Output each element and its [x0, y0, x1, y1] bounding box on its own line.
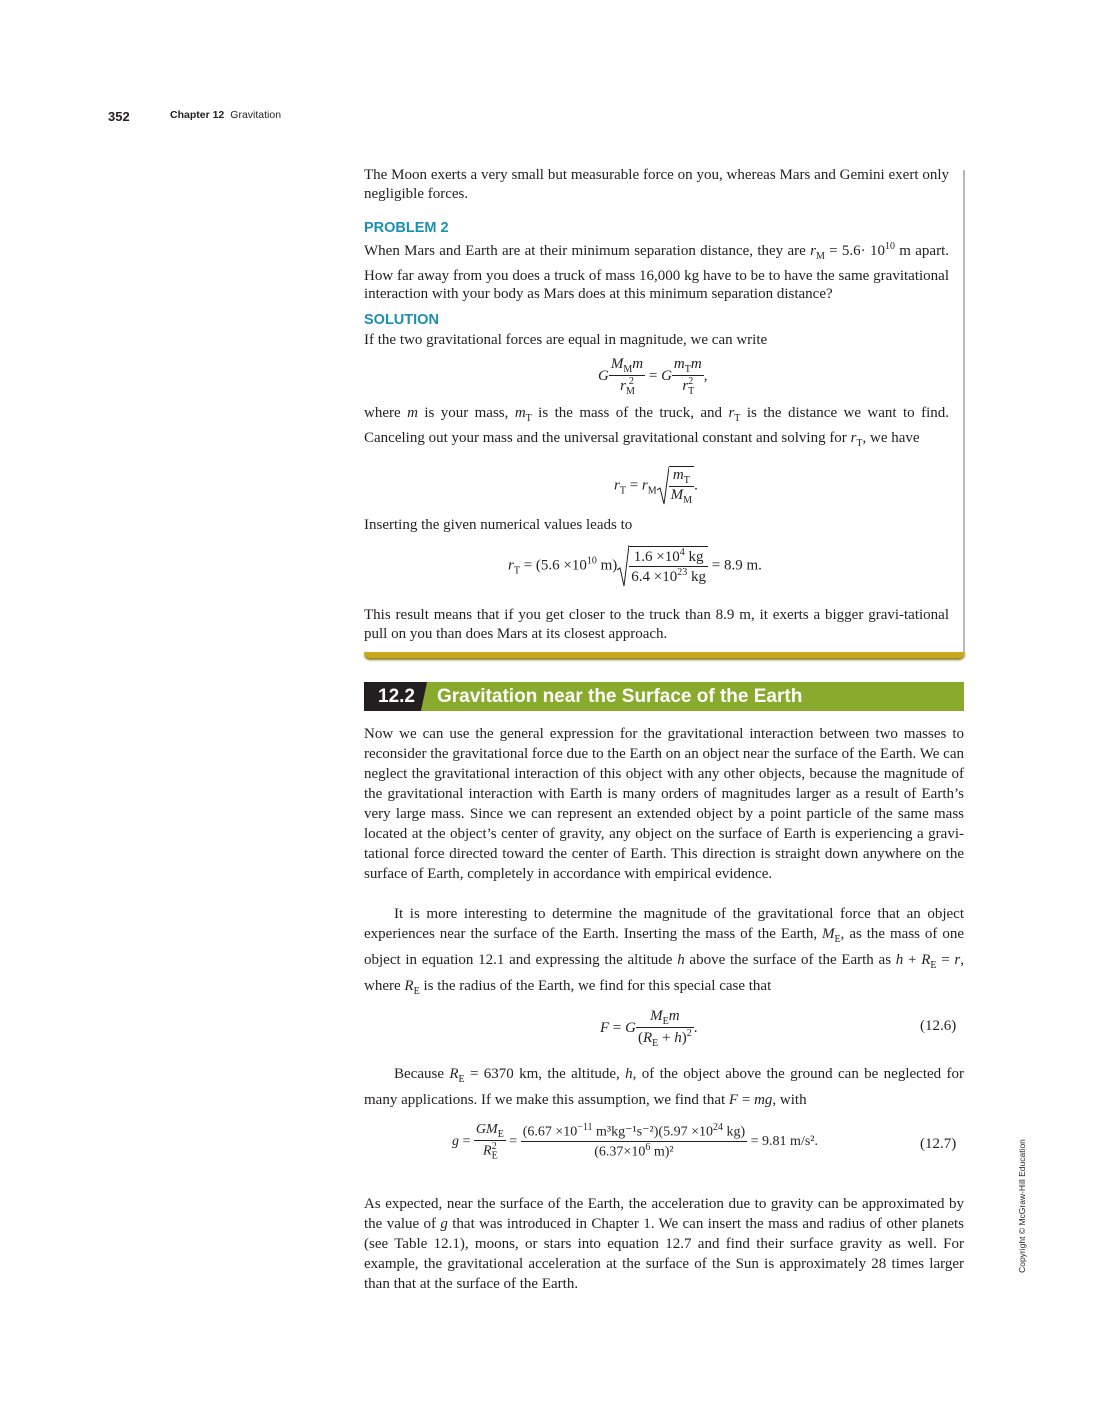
sqrt-sign-2	[617, 544, 629, 588]
page-number: 352	[108, 109, 130, 124]
box-side-rule	[963, 170, 965, 652]
body-paragraph-4: As expected, near the surface of the Earth, the acceleration due to gravity can be approximated by the value of g that was introduced in Chapter 1. We can insert the mass and radius of other planets (see Table 12.1), moons, or stars into equation 12.7 and find their surface gravity as well. For example, the gravitational acceleration at the surface of the Sun is approximately 28 times larger than that at the surface of the Earth.	[364, 1196, 965, 1292]
problem-heading: PROBLEM 2	[364, 220, 449, 236]
running-head	[108, 108, 282, 126]
copyright-notice	[1017, 1131, 1027, 1281]
solution-text-2: where m is your mass, $m_T$ is the mass of the truck, and $r_T$ is the distance we want to find. Canceling out your mass and the universal gravitational constant and solving for $r_T$, we have	[364, 405, 949, 449]
equation-numerical: $r_T = (5.6 \times 10^{10}$ m) $\frac{1.6 \times 10^4 kg}{6.4 \times 10^{23} kg}$ = 8.9 m.	[508, 544, 762, 588]
copyright-text: Copyright © McGraw-Hill Education	[1017, 1139, 1027, 1273]
solution-text-1: If the two gravitational forces are equal in magnitude, we can write	[364, 332, 768, 348]
chapter-heading	[170, 109, 281, 121]
sqrt-sign	[657, 466, 669, 506]
problem-unit: m	[894, 243, 911, 259]
problem-value: = 5.6· 10	[824, 243, 885, 259]
chapter-title: Gravitation	[230, 109, 282, 121]
box-bottom-bar	[364, 652, 965, 658]
box-conclusion: This result means that if you get closer to the truck than 8.9 m, it exerts a bigger gravi-tational pull on you than does Mars at its closest approach.	[364, 607, 949, 642]
solution-heading: SOLUTION	[364, 312, 439, 328]
equation-12-6: F = G $\frac{M_Em}{(R_E + h)^2}$ .	[600, 1008, 698, 1049]
equation-force-equality: G $\frac{M_Mm}{r_M^2}$ = G $\frac{m_Tm}{r_T^2}$ ,	[598, 356, 708, 397]
chapter-label: Chapter 12	[170, 109, 225, 121]
body-paragraph-3: Because $R_E = 6370$ km, the altitude, h, of the object above the ground can be neglected for many applications. If we make this assumption, we find that F = mg, with	[364, 1066, 964, 1108]
problem-text-1: When Mars and Earth are at their minimum separation distance, they are	[364, 243, 811, 259]
problem-exp: 10	[884, 241, 895, 252]
example-box	[364, 166, 964, 658]
problem-text-2: apart. How far away from you does a truck of mass 16,000 kg have to be to have the same gravitational interaction with your body as Mars does at this minimum separation distance?	[364, 243, 949, 302]
body-paragraph-2: It is more interesting to determine the magnitude of the gravitational force that an object experiences near the surface of the Earth. Inserting the mass of the Earth, $M_E$, as the mass of one object in equation 12.1 and expressing the altitude h above the surface of the Earth as $h + R_E = r$, where $R_E$ is the radius of the Earth, we find for this special case that	[364, 906, 964, 997]
section-title: Gravitation near the Surface of the Earth	[437, 686, 803, 707]
section-heading-bar	[364, 682, 964, 711]
problem-text: When Mars and Earth are at their minimum separation distance, they are $r_M = 5.6\cdot 10^{10}$ m apart. How far away from you does a truck of mass 16,000 kg have to be to have the same gravitational interaction with your body as Mars does at this minimum separation distance?	[364, 241, 949, 302]
section-number: 12.2	[364, 682, 429, 711]
box-intro: The Moon exerts a very small but measurable force on you, whereas Mars and Gemini exert only negligible forces.	[364, 167, 949, 202]
equation-12-7: g = $\frac{GM_E}{R_E^2}$ = $\frac{(6.67 \times 10^{-11} m^3kg^{-1}s^{-2})(5.97 \times 10^{24} kg)}{(6.37\times 10^6 m)^2}$ = 9.81 m/s².	[452, 1122, 818, 1162]
equation-12-6-label: (12.6)	[920, 1018, 957, 1034]
equation-12-7-label: (12.7)	[920, 1136, 957, 1152]
body-paragraph-1: Now we can use the general expression for the gravitational interaction between two masses to reconsider the gravitational force due to the Earth on an object near the surface of the Earth. We can neglect the gravitational interaction of this object with any other objects, because the magnitude of the gravitational interaction with Earth is many orders of magnitudes larger as a result of Earth’s very large mass. Since we can represent an extended object by a point particle of the same mass located at the object’s center of gravity, any object on the surface of Earth is experiencing a gravi-tational force directed toward the center of Earth. This direction is straight down anywhere on the surface of Earth, completely in accordance with empirical evidence.	[364, 726, 964, 882]
solution-text-3: Inserting the given numerical values leads to	[364, 517, 633, 533]
equation-rt-sqrt: $r_T = r_M$ $\frac{m_T}{M_M}$ .	[614, 467, 698, 506]
